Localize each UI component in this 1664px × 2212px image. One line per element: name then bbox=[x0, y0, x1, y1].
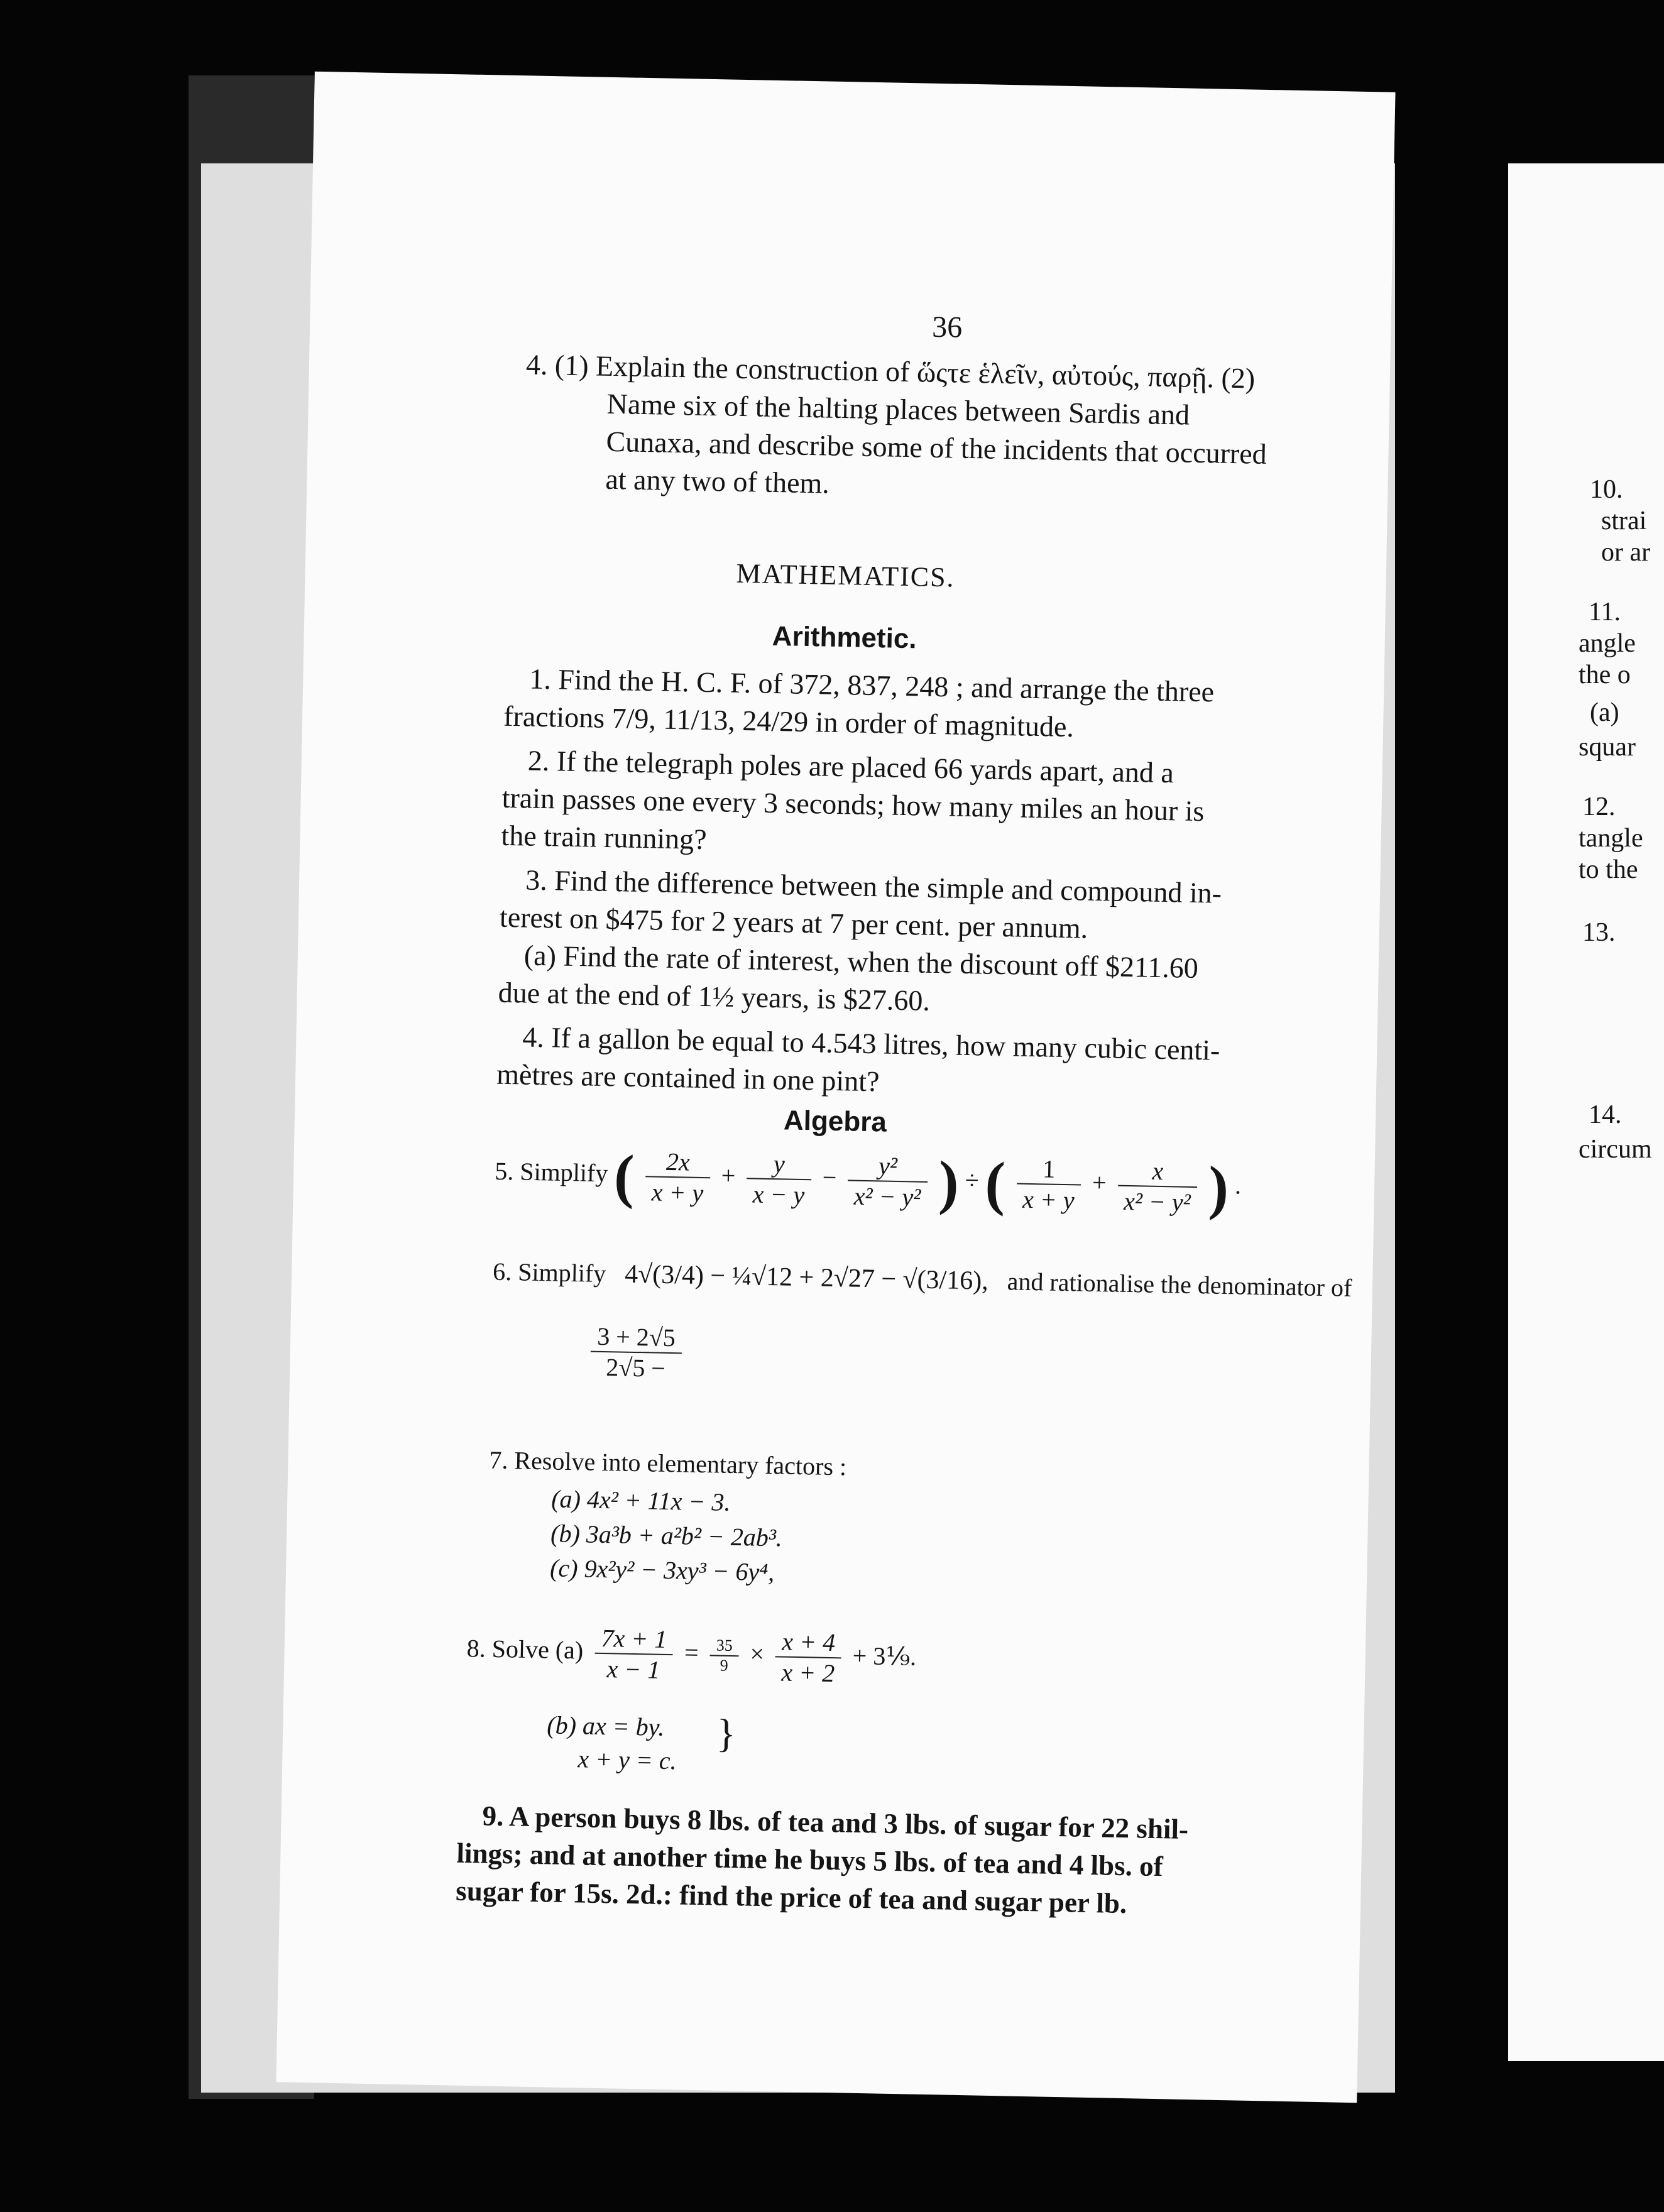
text-line: 9. A person buys 8 lbs. of tea and 3 lbs. of sugar for 22 shil- bbox=[482, 1800, 1189, 1845]
q6-expression: 4√(3/4) − ¼√12 + 2√27 − √(3/16), bbox=[624, 1259, 989, 1296]
open-paren: ( bbox=[613, 1142, 635, 1210]
operator: − bbox=[822, 1163, 837, 1192]
algebra-q7 bbox=[489, 1445, 847, 1482]
fraction: $\frac{7x + 1}{x - 1}$ bbox=[594, 1623, 674, 1685]
question-greek bbox=[523, 346, 1368, 513]
q7-part-b: (b) 3a³b + a²b² − 2ab³. bbox=[550, 1519, 783, 1552]
fraction: $\frac{x + 4}{x + 2}$ bbox=[775, 1626, 842, 1688]
algebra-q5 bbox=[494, 1142, 1242, 1222]
text-line: sugar for 15s. 2d.: find the price of tea and sugar per lb. bbox=[455, 1875, 1127, 1920]
text-line: 4. If a gallon be equal to 4.543 litres, how many cubic centi- bbox=[522, 1021, 1220, 1066]
book-page bbox=[276, 72, 1395, 2103]
right-fragment: (a) bbox=[1590, 698, 1619, 727]
fraction: $\frac{x}{\text{x² − y²}}$ bbox=[1117, 1156, 1198, 1217]
algebra-q6 bbox=[493, 1257, 1352, 1303]
page-number: 36 bbox=[931, 310, 963, 344]
right-fragment: circum bbox=[1579, 1135, 1652, 1164]
right-fragment: 10. bbox=[1590, 475, 1623, 504]
section-title: MATHEMATICS. bbox=[736, 557, 956, 593]
text-line: Name six of the halting places between Sardis and bbox=[606, 387, 1190, 431]
close-paren: ) bbox=[1208, 1153, 1230, 1222]
fraction: $\frac{1}{x + y}$ bbox=[1016, 1154, 1081, 1215]
text-line: the train running? bbox=[501, 819, 708, 855]
q6-label: 6. Simplify bbox=[492, 1257, 606, 1288]
fraction: $\frac{2x}{x + y}$ bbox=[645, 1146, 710, 1208]
text-line: Cunaxa, and describe some of the incidents that occurred bbox=[606, 425, 1267, 470]
right-fragment: angle bbox=[1579, 629, 1636, 658]
q8-part-b bbox=[546, 1710, 677, 1775]
text-line: due at the end of 1½ years, is $27.60. bbox=[498, 976, 931, 1017]
arithmetic-q3 bbox=[498, 861, 1355, 1028]
q8-equation-1: (b) ax = by. bbox=[547, 1711, 665, 1741]
q8-tail: + 3⅑. bbox=[852, 1641, 917, 1671]
q5-label: 5. Simplify bbox=[494, 1156, 608, 1188]
q8-equation-2: x + y = c. bbox=[577, 1744, 677, 1775]
right-fragment: to the bbox=[1579, 855, 1638, 884]
text-line: train passes one every 3 seconds; how many miles an hour is bbox=[501, 781, 1205, 828]
right-fragment: strai bbox=[1601, 506, 1647, 535]
period: . bbox=[1234, 1171, 1242, 1200]
text-line: terest on $475 for 2 years at 7 per cent. per annum. bbox=[499, 901, 1088, 944]
right-facing-page bbox=[1508, 163, 1664, 2061]
algebra-q8 bbox=[466, 1621, 917, 1690]
text-line: 2. If the telegraph poles are placed 66 yards apart, and a bbox=[527, 744, 1174, 789]
text-line: (a) Find the rate of interest, when the discount off $211.60 bbox=[523, 939, 1199, 985]
operator: ÷ bbox=[965, 1166, 980, 1195]
q8-label: 8. Solve (a) bbox=[466, 1634, 584, 1665]
text-line: mètres are contained in one pint? bbox=[496, 1058, 880, 1098]
question-9 bbox=[456, 1797, 1337, 1927]
arithmetic-heading: Arithmetic. bbox=[772, 620, 917, 655]
arithmetic-q4 bbox=[496, 1018, 1352, 1110]
right-fragment: tangle bbox=[1579, 824, 1643, 853]
arithmetic-q2 bbox=[501, 742, 1357, 871]
q6-fraction bbox=[585, 1321, 687, 1383]
right-fragment: 12. bbox=[1582, 792, 1616, 821]
arithmetic-q1 bbox=[503, 660, 1359, 752]
operator: + bbox=[1092, 1168, 1107, 1197]
right-fragment: squar bbox=[1579, 733, 1636, 762]
right-fragment: 13. bbox=[1582, 918, 1616, 947]
q7-label: 7. Resolve into elementary factors : bbox=[489, 1445, 847, 1481]
text-line: at any two of them. bbox=[605, 463, 830, 500]
right-fragment: or ar bbox=[1601, 538, 1651, 567]
right-fragment: the o bbox=[1579, 660, 1631, 689]
brace-icon: } bbox=[716, 1711, 736, 1756]
operator: = bbox=[684, 1638, 699, 1667]
right-fragment: 14. bbox=[1589, 1100, 1622, 1129]
q7-part-a: (a) 4x² + 11x − 3. bbox=[550, 1484, 731, 1516]
text-line: 1. Find the H. C. F. of 372, 837, 248 ; and arrange the three bbox=[528, 662, 1215, 708]
text-line: 3. Find the difference between the simple and compound in- bbox=[525, 863, 1222, 909]
fraction: $\frac{35}{9}$ bbox=[709, 1636, 739, 1675]
operator: × bbox=[750, 1639, 765, 1668]
text-line: fractions 7/9, 11/13, 24/29 in order of magnitude. bbox=[503, 699, 1075, 743]
text-line: lings; and at another time he buys 5 lbs. of tea and 4 lbs. of bbox=[456, 1837, 1164, 1883]
fraction: $\frac{\text{y²}}{\text{x² − y²}}$ bbox=[847, 1150, 928, 1212]
fraction: $\frac{y}{x - y}$ bbox=[746, 1148, 811, 1210]
q7-part-c: (c) 9x²y² − 3xy³ − 6y⁴, bbox=[549, 1553, 775, 1587]
algebra-heading: Algebra bbox=[783, 1105, 887, 1138]
text-line: 4. (1) Explain the construction of ὥςτε ἑλεῖν, αὐτούς, παρῇ. (2) bbox=[525, 348, 1256, 395]
open-paren: ( bbox=[984, 1149, 1006, 1217]
right-fragment: 11. bbox=[1589, 598, 1621, 627]
close-paren: ) bbox=[938, 1148, 960, 1216]
fraction: $\frac{3 + 2√5}{2√5 -}$ bbox=[590, 1322, 682, 1384]
operator: + bbox=[721, 1161, 736, 1190]
q6-tail: and rationalise the denominator of bbox=[1007, 1267, 1352, 1302]
